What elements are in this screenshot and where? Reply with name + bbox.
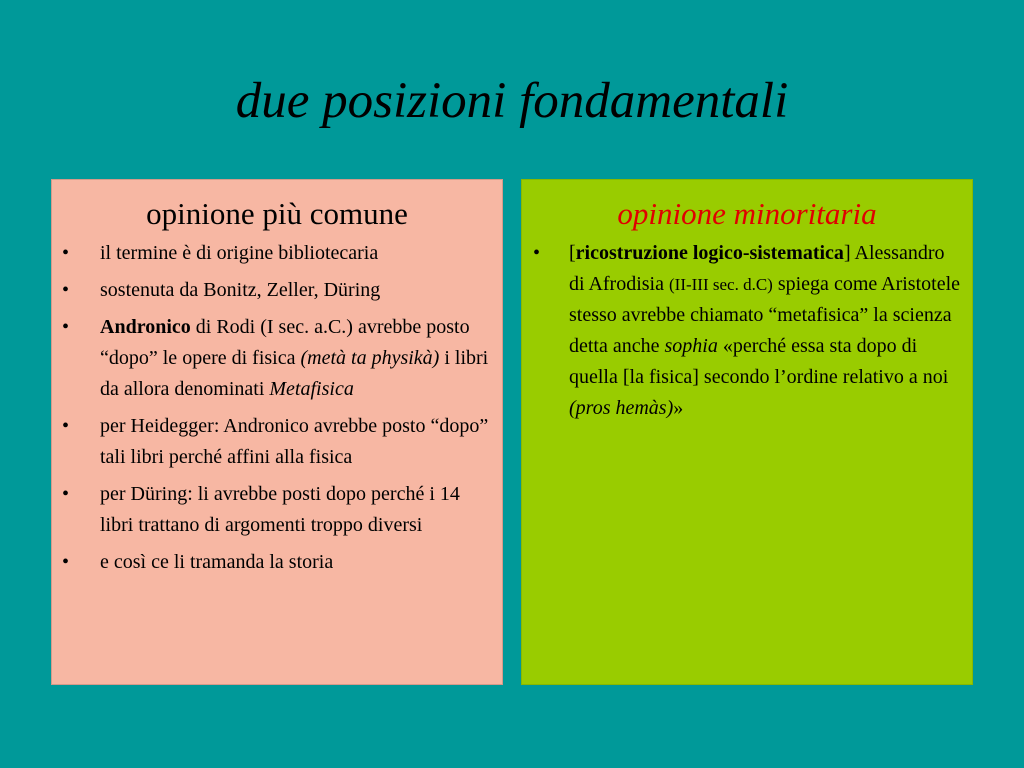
bullet-icon: •: [62, 483, 70, 505]
list-item: [52, 411, 502, 473]
minority-opinion-panel: [521, 179, 973, 685]
item-text: per Düring: li avrebbe posti dopo perché i 14 libri trattano di argomenti troppo diversi: [100, 483, 460, 536]
item-text: il termine è di origine bibliotecaria: [100, 242, 379, 264]
list-item: [52, 275, 502, 306]
greek-phrase: (pros hemàs): [569, 397, 674, 419]
item-text: spiega come Aristotele stesso avrebbe chiamato “metafisica” la scienza detta anche: [569, 273, 961, 357]
quote-close: »: [673, 397, 684, 419]
greek-phrase: (metà ta physikà): [300, 347, 440, 369]
metafisica-term: Metafisica: [269, 378, 354, 400]
date-note: (II-III sec. d.C): [669, 275, 773, 294]
item-text: sostenuta da Bonitz, Zeller, Düring: [100, 279, 381, 301]
item-text: di Rodi (I sec. a.C.) avrebbe posto “dopo” le opere di fisica: [100, 316, 470, 369]
bracket: [: [569, 242, 576, 264]
bullet-icon: •: [62, 279, 70, 301]
reconstruction-label: ricostruzione logico-sistematica: [575, 242, 844, 264]
common-opinion-list: [52, 238, 502, 578]
minority-opinion-heading: opinione minoritaria: [617, 196, 877, 231]
list-item: [52, 238, 502, 269]
bullet-icon: •: [62, 415, 70, 437]
item-text: «perché essa sta dopo di quella [la fisica] secondo l’ordine relativo a noi: [569, 335, 949, 388]
bullet-icon: •: [62, 551, 70, 573]
item-text: i libri da allora denominati: [100, 347, 489, 400]
list-item: [52, 312, 502, 405]
bullet-icon: •: [62, 242, 70, 264]
item-text: Alessandro di Afrodisia: [569, 242, 945, 295]
common-opinion-heading: opinione più comune: [146, 196, 408, 231]
common-opinion-panel: [51, 179, 503, 685]
list-item: [52, 547, 502, 578]
bracket: ]: [843, 242, 851, 264]
slide-title: due posizioni fondamentali: [235, 73, 789, 129]
minority-opinion-list: [522, 238, 972, 424]
bullet-icon: •: [62, 316, 70, 338]
item-text: e così ce li tramanda la storia: [100, 551, 334, 573]
bullet-icon: •: [533, 242, 541, 264]
item-text: per Heidegger: Andronico avrebbe posto “dopo” tali libri perché affini alla fisica: [100, 415, 489, 468]
list-item: [522, 238, 972, 424]
sophia-term: sophia: [664, 335, 718, 357]
andronico-name: Andronico: [100, 316, 191, 338]
list-item: [52, 479, 502, 541]
